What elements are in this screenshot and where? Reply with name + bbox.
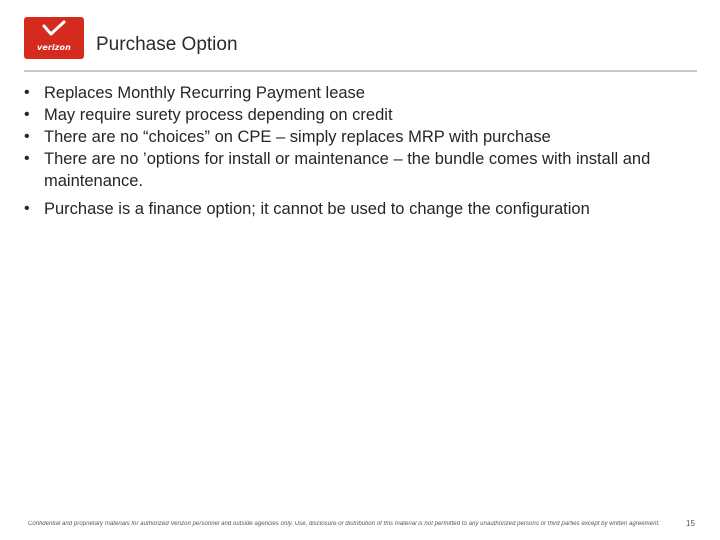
bullet-text: There are no “choices” on CPE – simply replaces MRP with purchase xyxy=(44,128,551,146)
bullet-text: Replaces Monthly Recurring Payment lease xyxy=(44,84,365,102)
page-number: 15 xyxy=(686,519,695,528)
checkmark-icon xyxy=(24,17,84,59)
confidentiality-notice: Confidential and proprietary materials for authorized Verizon personnel and outside agencies only. Use, disclosure or distribution of this material is not permitted to any unauthorized persons or third parties except by written agreement. xyxy=(28,521,660,527)
bullet-item xyxy=(24,126,700,148)
verizon-logo xyxy=(24,17,84,59)
bullet-list xyxy=(24,82,700,226)
bullet-icon: • xyxy=(24,200,30,217)
bullet-item xyxy=(24,104,700,126)
bullet-item xyxy=(24,198,700,220)
logo-wordmark: verizon xyxy=(37,43,71,52)
slide-title: Purchase Option xyxy=(96,34,238,55)
bullet-text: May require surety process depending on credit xyxy=(44,106,393,124)
bullet-text: There are no ’options for install or maintenance – the bundle comes with install and maintenance. xyxy=(44,150,651,190)
bullet-icon: • xyxy=(24,128,30,145)
bullet-text: Purchase is a finance option; it cannot be used to change the configuration xyxy=(44,200,590,218)
bullet-item xyxy=(24,82,700,104)
bullet-item xyxy=(24,148,700,192)
bullet-icon: • xyxy=(24,84,30,101)
bullet-icon: • xyxy=(24,150,30,167)
title-divider xyxy=(24,70,697,72)
bullet-icon: • xyxy=(24,106,30,123)
